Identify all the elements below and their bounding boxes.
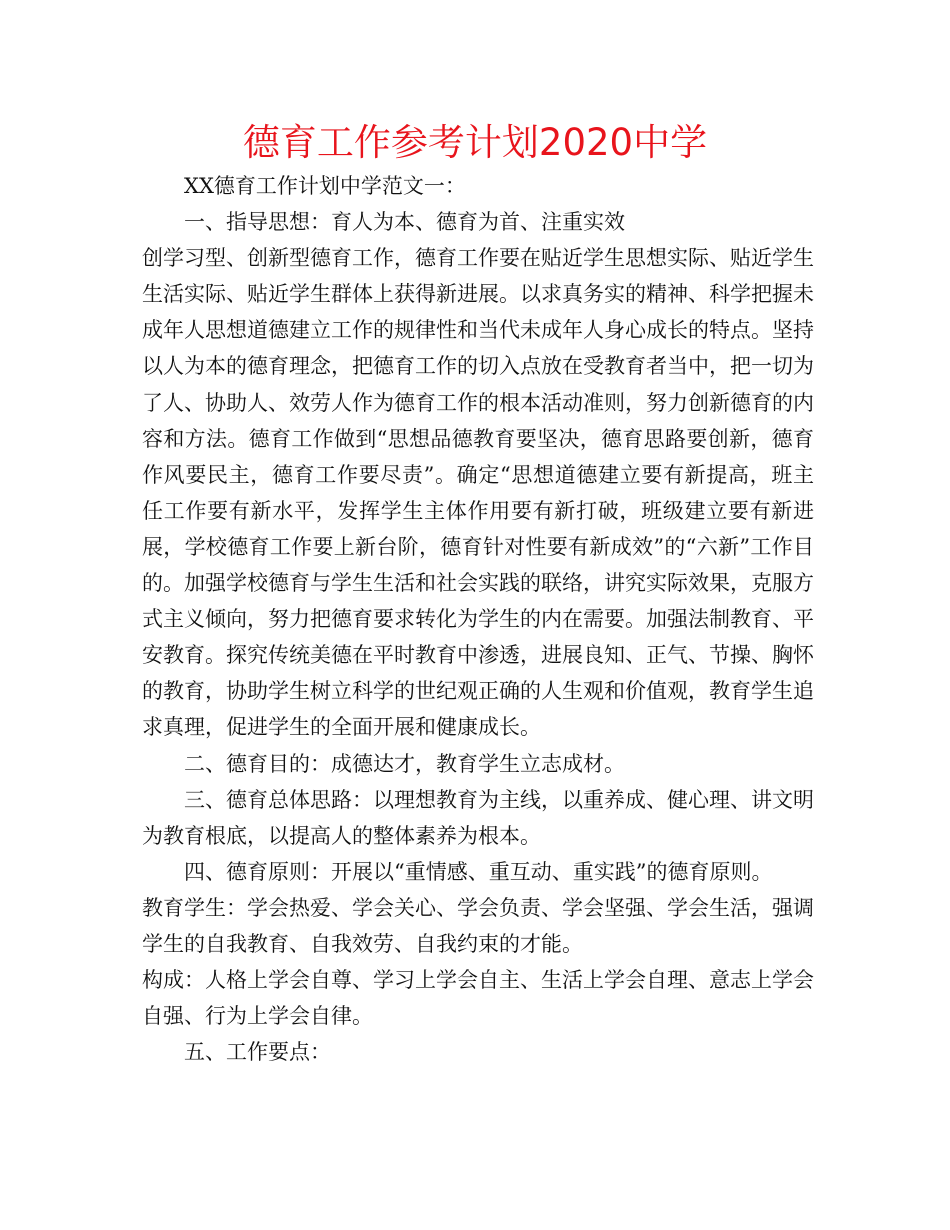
paragraph-educate-students: 教育学生：学会热爱、学会关心、学会负责、学会坚强、学会生活，强调学生的自我教育、自我效劳、自我约束的才能。 <box>142 895 814 956</box>
paragraph-moral-education-goal: 二、德育目的：成德达才，教育学生立志成材。 <box>184 751 625 776</box>
paragraph-main-body: 创学习型、创新型德育工作，德育工作要在贴近学生思想实际、贴近学生生活实际、贴近学生群体上获得新进展。以求真务实的精神、科学把握未成年人思想道德建立工作的规律性和当代未成年人身心成长的特点。坚持以人为本的德育理念，把德育工作的切入点放在受教育者当中，把一切为了人、协助人、效劳人作为德育工作的根本活动准则，努力创新德育的内容和方法。德育工作做到“思想品德教育要坚决，德育思路要创新，德育作风要民主，德育工作要尽责”。确定“思想道德建立要有新提高，班主任工作要有新水平，发挥学生主体作用要有新打破，班级建立要有新进展，学校德育工作要上新台阶，德育针对性要有新成效”的“六新”工作目的。加强学校德育与学生生活和社会实践的联络，讲究实际效果，克服方式主义倾向，努力把德育要求转化为学生的内在需要。加强法制教育、平安教育。探究传统美德在平时教育中渗透，进展良知、正气、节操、胸怀的教育，协助学生树立科学的世纪观正确的人生观和价值观，教育学生追求真理，促进学生的全面开展和健康成长。 <box>142 246 814 740</box>
document-body <box>142 168 814 1070</box>
paragraph-composition: 构成：人格上学会自尊、学习上学会自主、生活上学会自理、意志上学会自强、行为上学会自律。 <box>142 968 814 1029</box>
paragraph-principles: 四、德育原则：开展以“重情感、重互动、重实践”的德育原则。 <box>184 859 773 884</box>
document-title: 德育工作参考计划2020中学 <box>242 121 708 164</box>
paragraph-intro: XX德育工作计划中学范文一： <box>184 174 466 198</box>
paragraph-overall-approach: 三、德育总体思路：以理想教育为主线，以重养成、健心理、讲文明为教育根底，以提高人的整体素养为根本。 <box>142 787 814 848</box>
paragraph-guiding-ideology: 一、指导思想：育人为本、德育为首、注重实效 <box>184 210 625 235</box>
paragraph-work-points-heading: 五、工作要点： <box>184 1040 331 1065</box>
